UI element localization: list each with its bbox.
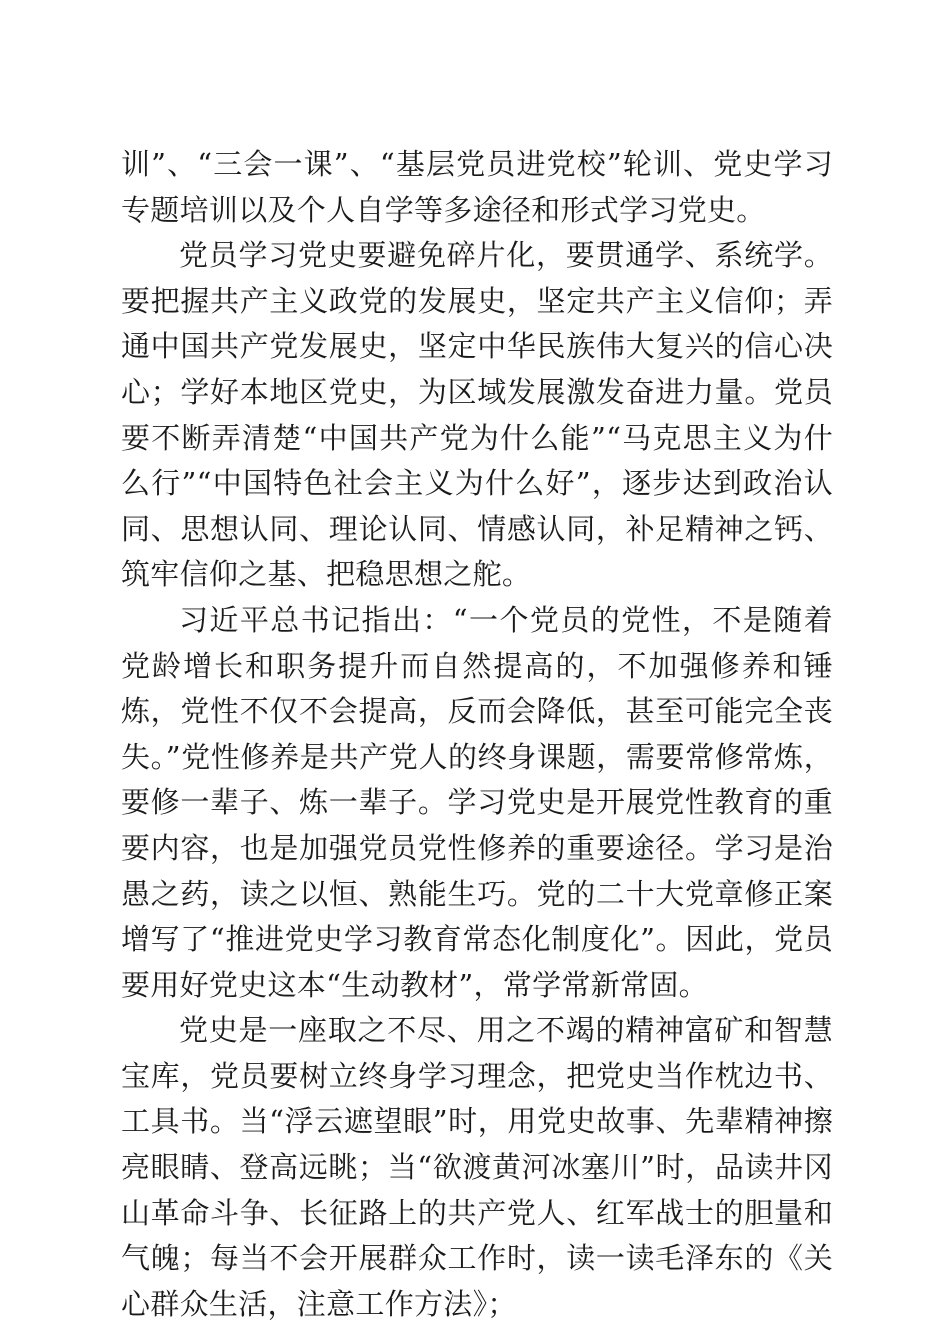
document-body — [121, 142, 833, 1327]
paragraph-party-spirit: 习近平总书记指出：“一个党员的党性，不是随着党龄增长和职务提升而自然提高的，不加强修养和锤炼，党性不仅不会提高，反而会降低，甚至可能完全丧失。”党性修养是共产党人的终身课题，需要常修常炼，要修一辈子、炼一辈子。学习党史是开展党性教育的重要内容，也是加强党员党性修养的重要途径。学习是治愚之药，读之以恒、熟能生巧。党的二十大党章修正案增写了“推进党史学习教育常态化制度化”。因此，党员要用好党史这本“生动教材”，常学常新常固。 — [121, 602, 833, 1002]
paragraph-systematic-study: 党员学习党史要避免碎片化，要贯通学、系统学。要把握共产主义政党的发展史，坚定共产主义信仰；弄通中国共产党发展史，坚定中华民族伟大复兴的信心决心；学好本地区党史，为区域发展激发奋进力量。党员要不断弄清楚“中国共产党为什么能”“马克思主义为什么行”“中国特色社会主义为什么好”，逐步达到政治认同、思想认同、理论认同、情感认同，补足精神之钙、筑牢信仰之基、把稳思想之舵。 — [121, 238, 833, 592]
paragraph-continued: 训”、“三会一课”、“基层党员进党校”轮训、党史学习专题培训以及个人自学等多途径和形式学习党史。 — [121, 147, 833, 227]
paragraph-lifelong-learning: 党史是一座取之不尽、用之不竭的精神富矿和智慧宝库，党员要树立终身学习理念，把党史当作枕边书、工具书。当“浮云遮望眼”时，用党史故事、先辈精神擦亮眼睛、登高远眺；当“欲渡黄河冰塞川”时，品读井冈山革命斗争、长征路上的共产党人、红军战士的胆量和气魄；每当不会开展群众工作时，读一读毛泽东的《关心群众生活，注意工作方法》； — [121, 1013, 833, 1321]
